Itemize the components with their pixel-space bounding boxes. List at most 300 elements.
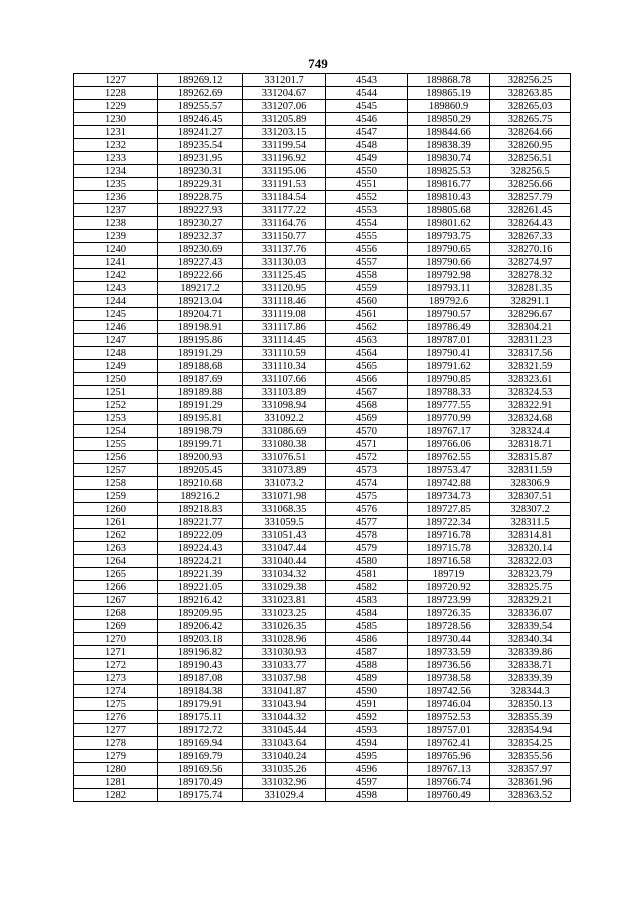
y-coordinate-right: 328355.56 xyxy=(490,750,571,763)
x-coordinate-left: 189218.83 xyxy=(158,503,243,516)
point-number-right: 4544 xyxy=(326,87,408,100)
y-coordinate-left: 331040.44 xyxy=(243,555,326,568)
point-number-right: 4597 xyxy=(326,776,408,789)
x-coordinate-right: 189762.55 xyxy=(408,451,490,464)
x-coordinate-right: 189790.85 xyxy=(408,373,490,386)
point-number-right: 4557 xyxy=(326,256,408,269)
point-number-left: 1252 xyxy=(74,399,158,412)
table-row xyxy=(74,269,571,282)
y-coordinate-right: 328315.87 xyxy=(490,451,571,464)
table-row xyxy=(74,282,571,295)
point-number-left: 1273 xyxy=(74,672,158,685)
y-coordinate-left: 331110.59 xyxy=(243,347,326,360)
x-coordinate-right: 189727.85 xyxy=(408,503,490,516)
point-number-right: 4574 xyxy=(326,477,408,490)
point-number-left: 1266 xyxy=(74,581,158,594)
table-row xyxy=(74,607,571,620)
y-coordinate-right: 328317.56 xyxy=(490,347,571,360)
point-number-right: 4558 xyxy=(326,269,408,282)
point-number-right: 4545 xyxy=(326,100,408,113)
y-coordinate-left: 331110.34 xyxy=(243,360,326,373)
x-coordinate-left: 189203.18 xyxy=(158,633,243,646)
x-coordinate-left: 189228.75 xyxy=(158,191,243,204)
x-coordinate-left: 189175.74 xyxy=(158,789,243,802)
y-coordinate-left: 331125.45 xyxy=(243,269,326,282)
y-coordinate-left: 331114.45 xyxy=(243,334,326,347)
x-coordinate-right: 189734.73 xyxy=(408,490,490,503)
table-row xyxy=(74,230,571,243)
y-coordinate-right: 328354.25 xyxy=(490,737,571,750)
y-coordinate-left: 331196.92 xyxy=(243,152,326,165)
y-coordinate-left: 331030.93 xyxy=(243,646,326,659)
y-coordinate-left: 331035.26 xyxy=(243,763,326,776)
y-coordinate-left: 331076.51 xyxy=(243,451,326,464)
point-number-left: 1275 xyxy=(74,698,158,711)
y-coordinate-left: 331184.54 xyxy=(243,191,326,204)
table-row xyxy=(74,139,571,152)
x-coordinate-left: 189227.43 xyxy=(158,256,243,269)
y-coordinate-left: 331137.76 xyxy=(243,243,326,256)
y-coordinate-right: 328265.75 xyxy=(490,113,571,126)
table-row xyxy=(74,425,571,438)
y-coordinate-right: 328324.68 xyxy=(490,412,571,425)
x-coordinate-left: 189200.93 xyxy=(158,451,243,464)
x-coordinate-right: 189868.78 xyxy=(408,74,490,87)
x-coordinate-right: 189715.78 xyxy=(408,542,490,555)
table-row xyxy=(74,594,571,607)
point-number-left: 1271 xyxy=(74,646,158,659)
point-number-right: 4590 xyxy=(326,685,408,698)
y-coordinate-left: 331044.32 xyxy=(243,711,326,724)
x-coordinate-left: 189189.88 xyxy=(158,386,243,399)
table-row xyxy=(74,347,571,360)
point-number-left: 1254 xyxy=(74,425,158,438)
point-number-left: 1250 xyxy=(74,373,158,386)
point-number-right: 4567 xyxy=(326,386,408,399)
x-coordinate-right: 189770.99 xyxy=(408,412,490,425)
table-row xyxy=(74,789,571,802)
point-number-left: 1269 xyxy=(74,620,158,633)
x-coordinate-right: 189860.9 xyxy=(408,100,490,113)
y-coordinate-right: 328324.53 xyxy=(490,386,571,399)
x-coordinate-right: 189742.88 xyxy=(408,477,490,490)
table-row xyxy=(74,737,571,750)
x-coordinate-right: 189716.58 xyxy=(408,555,490,568)
point-number-right: 4559 xyxy=(326,282,408,295)
point-number-right: 4576 xyxy=(326,503,408,516)
x-coordinate-left: 189206.42 xyxy=(158,620,243,633)
y-coordinate-left: 331045.44 xyxy=(243,724,326,737)
point-number-right: 4571 xyxy=(326,438,408,451)
point-number-right: 4572 xyxy=(326,451,408,464)
x-coordinate-left: 189195.86 xyxy=(158,334,243,347)
y-coordinate-right: 328256.5 xyxy=(490,165,571,178)
table-row xyxy=(74,659,571,672)
y-coordinate-left: 331023.81 xyxy=(243,594,326,607)
x-coordinate-left: 189222.66 xyxy=(158,269,243,282)
table-row xyxy=(74,204,571,217)
table-row xyxy=(74,113,571,126)
y-coordinate-right: 328320.14 xyxy=(490,542,571,555)
x-coordinate-right: 189766.74 xyxy=(408,776,490,789)
x-coordinate-right: 189765.96 xyxy=(408,750,490,763)
x-coordinate-right: 189805.68 xyxy=(408,204,490,217)
page-number: 749 xyxy=(308,56,328,71)
x-coordinate-left: 189169.56 xyxy=(158,763,243,776)
x-coordinate-right: 189757.01 xyxy=(408,724,490,737)
x-coordinate-right: 189791.62 xyxy=(408,360,490,373)
y-coordinate-right: 328340.34 xyxy=(490,633,571,646)
x-coordinate-right: 189816.77 xyxy=(408,178,490,191)
y-coordinate-right: 328256.51 xyxy=(490,152,571,165)
point-number-left: 1261 xyxy=(74,516,158,529)
point-number-right: 4584 xyxy=(326,607,408,620)
x-coordinate-left: 189221.77 xyxy=(158,516,243,529)
point-number-left: 1239 xyxy=(74,230,158,243)
y-coordinate-right: 328260.95 xyxy=(490,139,571,152)
y-coordinate-right: 328357.97 xyxy=(490,763,571,776)
table-row xyxy=(74,100,571,113)
y-coordinate-left: 331068.35 xyxy=(243,503,326,516)
x-coordinate-right: 189865.19 xyxy=(408,87,490,100)
x-coordinate-left: 189227.93 xyxy=(158,204,243,217)
y-coordinate-right: 328264.66 xyxy=(490,126,571,139)
point-number-right: 4564 xyxy=(326,347,408,360)
x-coordinate-right: 189716.78 xyxy=(408,529,490,542)
y-coordinate-right: 328323.61 xyxy=(490,373,571,386)
y-coordinate-left: 331041.87 xyxy=(243,685,326,698)
table-row xyxy=(74,321,571,334)
point-number-left: 1244 xyxy=(74,295,158,308)
point-number-right: 4591 xyxy=(326,698,408,711)
coordinates-table-body xyxy=(74,74,571,802)
point-number-right: 4570 xyxy=(326,425,408,438)
point-number-left: 1272 xyxy=(74,659,158,672)
point-number-left: 1265 xyxy=(74,568,158,581)
table-row xyxy=(74,243,571,256)
x-coordinate-left: 189210.68 xyxy=(158,477,243,490)
y-coordinate-left: 331029.4 xyxy=(243,789,326,802)
point-number-right: 4561 xyxy=(326,308,408,321)
table-row xyxy=(74,412,571,425)
point-number-left: 1242 xyxy=(74,269,158,282)
point-number-right: 4595 xyxy=(326,750,408,763)
y-coordinate-left: 331040.24 xyxy=(243,750,326,763)
x-coordinate-left: 189198.91 xyxy=(158,321,243,334)
x-coordinate-left: 189199.71 xyxy=(158,438,243,451)
y-coordinate-left: 331073.89 xyxy=(243,464,326,477)
table-row xyxy=(74,217,571,230)
table-row xyxy=(74,464,571,477)
y-coordinate-left: 331207.06 xyxy=(243,100,326,113)
x-coordinate-right: 189788.33 xyxy=(408,386,490,399)
point-number-left: 1233 xyxy=(74,152,158,165)
point-number-right: 4598 xyxy=(326,789,408,802)
point-number-right: 4563 xyxy=(326,334,408,347)
point-number-left: 1248 xyxy=(74,347,158,360)
y-coordinate-right: 328321.59 xyxy=(490,360,571,373)
x-coordinate-left: 189224.43 xyxy=(158,542,243,555)
y-coordinate-right: 328339.54 xyxy=(490,620,571,633)
y-coordinate-left: 331029.38 xyxy=(243,581,326,594)
y-coordinate-left: 331201.7 xyxy=(243,74,326,87)
y-coordinate-left: 331150.77 xyxy=(243,230,326,243)
x-coordinate-right: 189793.11 xyxy=(408,282,490,295)
table-row xyxy=(74,334,571,347)
point-number-left: 1267 xyxy=(74,594,158,607)
point-number-right: 4575 xyxy=(326,490,408,503)
x-coordinate-right: 189722.34 xyxy=(408,516,490,529)
x-coordinate-right: 189766.06 xyxy=(408,438,490,451)
y-coordinate-right: 328311.23 xyxy=(490,334,571,347)
y-coordinate-right: 328318.71 xyxy=(490,438,571,451)
point-number-left: 1279 xyxy=(74,750,158,763)
y-coordinate-right: 328322.91 xyxy=(490,399,571,412)
point-number-right: 4593 xyxy=(326,724,408,737)
point-number-right: 4555 xyxy=(326,230,408,243)
table-row xyxy=(74,516,571,529)
table-row xyxy=(74,191,571,204)
point-number-left: 1262 xyxy=(74,529,158,542)
table-row xyxy=(74,711,571,724)
x-coordinate-left: 189179.91 xyxy=(158,698,243,711)
point-number-right: 4546 xyxy=(326,113,408,126)
point-number-left: 1277 xyxy=(74,724,158,737)
x-coordinate-left: 189204.71 xyxy=(158,308,243,321)
x-coordinate-left: 189205.45 xyxy=(158,464,243,477)
point-number-left: 1251 xyxy=(74,386,158,399)
y-coordinate-right: 328311.59 xyxy=(490,464,571,477)
point-number-left: 1231 xyxy=(74,126,158,139)
y-coordinate-right: 328361.96 xyxy=(490,776,571,789)
point-number-left: 1246 xyxy=(74,321,158,334)
x-coordinate-right: 189762.41 xyxy=(408,737,490,750)
y-coordinate-right: 328324.4 xyxy=(490,425,571,438)
y-coordinate-left: 331120.95 xyxy=(243,282,326,295)
table-row xyxy=(74,165,571,178)
y-coordinate-right: 328355.39 xyxy=(490,711,571,724)
x-coordinate-left: 189231.95 xyxy=(158,152,243,165)
x-coordinate-right: 189790.57 xyxy=(408,308,490,321)
x-coordinate-left: 189184.38 xyxy=(158,685,243,698)
y-coordinate-right: 328270.16 xyxy=(490,243,571,256)
x-coordinate-left: 189187.69 xyxy=(158,373,243,386)
point-number-right: 4594 xyxy=(326,737,408,750)
y-coordinate-left: 331098.94 xyxy=(243,399,326,412)
x-coordinate-left: 189230.69 xyxy=(158,243,243,256)
y-coordinate-left: 331043.94 xyxy=(243,698,326,711)
x-coordinate-left: 189170.49 xyxy=(158,776,243,789)
x-coordinate-left: 189196.82 xyxy=(158,646,243,659)
x-coordinate-left: 189195.81 xyxy=(158,412,243,425)
x-coordinate-right: 189746.04 xyxy=(408,698,490,711)
x-coordinate-right: 189726.35 xyxy=(408,607,490,620)
y-coordinate-left: 331032.96 xyxy=(243,776,326,789)
point-number-right: 4588 xyxy=(326,659,408,672)
point-number-right: 4556 xyxy=(326,243,408,256)
x-coordinate-left: 189191.29 xyxy=(158,347,243,360)
y-coordinate-right: 328261.45 xyxy=(490,204,571,217)
y-coordinate-left: 331033.77 xyxy=(243,659,326,672)
y-coordinate-right: 328338.71 xyxy=(490,659,571,672)
x-coordinate-right: 189790.41 xyxy=(408,347,490,360)
table-row xyxy=(74,698,571,711)
table-row xyxy=(74,672,571,685)
table-row xyxy=(74,646,571,659)
table-row xyxy=(74,451,571,464)
point-number-left: 1259 xyxy=(74,490,158,503)
point-number-right: 4554 xyxy=(326,217,408,230)
point-number-right: 4581 xyxy=(326,568,408,581)
x-coordinate-right: 189753.47 xyxy=(408,464,490,477)
y-coordinate-left: 331195.06 xyxy=(243,165,326,178)
y-coordinate-left: 331118.46 xyxy=(243,295,326,308)
x-coordinate-left: 189235.54 xyxy=(158,139,243,152)
table-row xyxy=(74,74,571,87)
y-coordinate-left: 331092.2 xyxy=(243,412,326,425)
y-coordinate-right: 328336.07 xyxy=(490,607,571,620)
x-coordinate-left: 189198.79 xyxy=(158,425,243,438)
y-coordinate-left: 331107.66 xyxy=(243,373,326,386)
x-coordinate-right: 189733.59 xyxy=(408,646,490,659)
x-coordinate-right: 189723.99 xyxy=(408,594,490,607)
table-row xyxy=(74,633,571,646)
y-coordinate-left: 331164.76 xyxy=(243,217,326,230)
y-coordinate-right: 328256.25 xyxy=(490,74,571,87)
table-row xyxy=(74,399,571,412)
point-number-left: 1249 xyxy=(74,360,158,373)
table-row xyxy=(74,295,571,308)
table-row xyxy=(74,87,571,100)
y-coordinate-left: 331051.43 xyxy=(243,529,326,542)
point-number-right: 4553 xyxy=(326,204,408,217)
point-number-left: 1243 xyxy=(74,282,158,295)
x-coordinate-right: 189838.39 xyxy=(408,139,490,152)
y-coordinate-left: 331205.89 xyxy=(243,113,326,126)
x-coordinate-left: 189255.57 xyxy=(158,100,243,113)
table-row xyxy=(74,763,571,776)
y-coordinate-right: 328325.75 xyxy=(490,581,571,594)
x-coordinate-right: 189786.49 xyxy=(408,321,490,334)
x-coordinate-left: 189229.31 xyxy=(158,178,243,191)
y-coordinate-left: 331034.32 xyxy=(243,568,326,581)
x-coordinate-right: 189767.13 xyxy=(408,763,490,776)
table-row xyxy=(74,542,571,555)
y-coordinate-right: 328339.39 xyxy=(490,672,571,685)
x-coordinate-right: 189790.66 xyxy=(408,256,490,269)
x-coordinate-left: 189172.72 xyxy=(158,724,243,737)
point-number-left: 1260 xyxy=(74,503,158,516)
point-number-left: 1228 xyxy=(74,87,158,100)
point-number-right: 4547 xyxy=(326,126,408,139)
table-row xyxy=(74,555,571,568)
point-number-right: 4579 xyxy=(326,542,408,555)
point-number-left: 1237 xyxy=(74,204,158,217)
point-number-left: 1263 xyxy=(74,542,158,555)
x-coordinate-left: 189241.27 xyxy=(158,126,243,139)
y-coordinate-left: 331023.25 xyxy=(243,607,326,620)
table-row xyxy=(74,724,571,737)
point-number-right: 4565 xyxy=(326,360,408,373)
table-row xyxy=(74,360,571,373)
point-number-left: 1229 xyxy=(74,100,158,113)
y-coordinate-right: 328265.03 xyxy=(490,100,571,113)
point-number-right: 4549 xyxy=(326,152,408,165)
point-number-right: 4551 xyxy=(326,178,408,191)
y-coordinate-right: 328363.52 xyxy=(490,789,571,802)
table-row xyxy=(74,685,571,698)
point-number-right: 4585 xyxy=(326,620,408,633)
point-number-left: 1276 xyxy=(74,711,158,724)
y-coordinate-right: 328344.3 xyxy=(490,685,571,698)
point-number-left: 1282 xyxy=(74,789,158,802)
point-number-right: 4548 xyxy=(326,139,408,152)
point-number-right: 4566 xyxy=(326,373,408,386)
y-coordinate-right: 328263.85 xyxy=(490,87,571,100)
y-coordinate-left: 331117.86 xyxy=(243,321,326,334)
point-number-left: 1258 xyxy=(74,477,158,490)
point-number-left: 1240 xyxy=(74,243,158,256)
point-number-left: 1235 xyxy=(74,178,158,191)
y-coordinate-right: 328311.5 xyxy=(490,516,571,529)
y-coordinate-right: 328304.21 xyxy=(490,321,571,334)
point-number-left: 1241 xyxy=(74,256,158,269)
y-coordinate-right: 328306.9 xyxy=(490,477,571,490)
point-number-left: 1281 xyxy=(74,776,158,789)
point-number-right: 4592 xyxy=(326,711,408,724)
point-number-left: 1230 xyxy=(74,113,158,126)
y-coordinate-left: 331043.64 xyxy=(243,737,326,750)
point-number-right: 4580 xyxy=(326,555,408,568)
point-number-left: 1270 xyxy=(74,633,158,646)
table-row xyxy=(74,477,571,490)
y-coordinate-left: 331086.69 xyxy=(243,425,326,438)
x-coordinate-right: 189777.55 xyxy=(408,399,490,412)
x-coordinate-left: 189217.2 xyxy=(158,282,243,295)
point-number-right: 4573 xyxy=(326,464,408,477)
y-coordinate-right: 328256.66 xyxy=(490,178,571,191)
y-coordinate-right: 328281.35 xyxy=(490,282,571,295)
point-number-left: 1268 xyxy=(74,607,158,620)
point-number-left: 1232 xyxy=(74,139,158,152)
x-coordinate-right: 189792.98 xyxy=(408,269,490,282)
x-coordinate-left: 189232.37 xyxy=(158,230,243,243)
x-coordinate-left: 189175.11 xyxy=(158,711,243,724)
x-coordinate-right: 189810.43 xyxy=(408,191,490,204)
table-row xyxy=(74,308,571,321)
y-coordinate-right: 328291.1 xyxy=(490,295,571,308)
x-coordinate-left: 189216.2 xyxy=(158,490,243,503)
table-row xyxy=(74,490,571,503)
table-row xyxy=(74,503,571,516)
point-number-left: 1245 xyxy=(74,308,158,321)
point-number-right: 4586 xyxy=(326,633,408,646)
y-coordinate-left: 331199.54 xyxy=(243,139,326,152)
x-coordinate-left: 189221.39 xyxy=(158,568,243,581)
y-coordinate-left: 331203.15 xyxy=(243,126,326,139)
point-number-left: 1257 xyxy=(74,464,158,477)
y-coordinate-right: 328350.13 xyxy=(490,698,571,711)
x-coordinate-right: 189850.29 xyxy=(408,113,490,126)
x-coordinate-left: 189187.08 xyxy=(158,672,243,685)
table-row xyxy=(74,620,571,633)
point-number-right: 4589 xyxy=(326,672,408,685)
y-coordinate-left: 331059.5 xyxy=(243,516,326,529)
x-coordinate-left: 189269.12 xyxy=(158,74,243,87)
y-coordinate-left: 331073.2 xyxy=(243,477,326,490)
x-coordinate-left: 189216.42 xyxy=(158,594,243,607)
x-coordinate-right: 189792.6 xyxy=(408,295,490,308)
